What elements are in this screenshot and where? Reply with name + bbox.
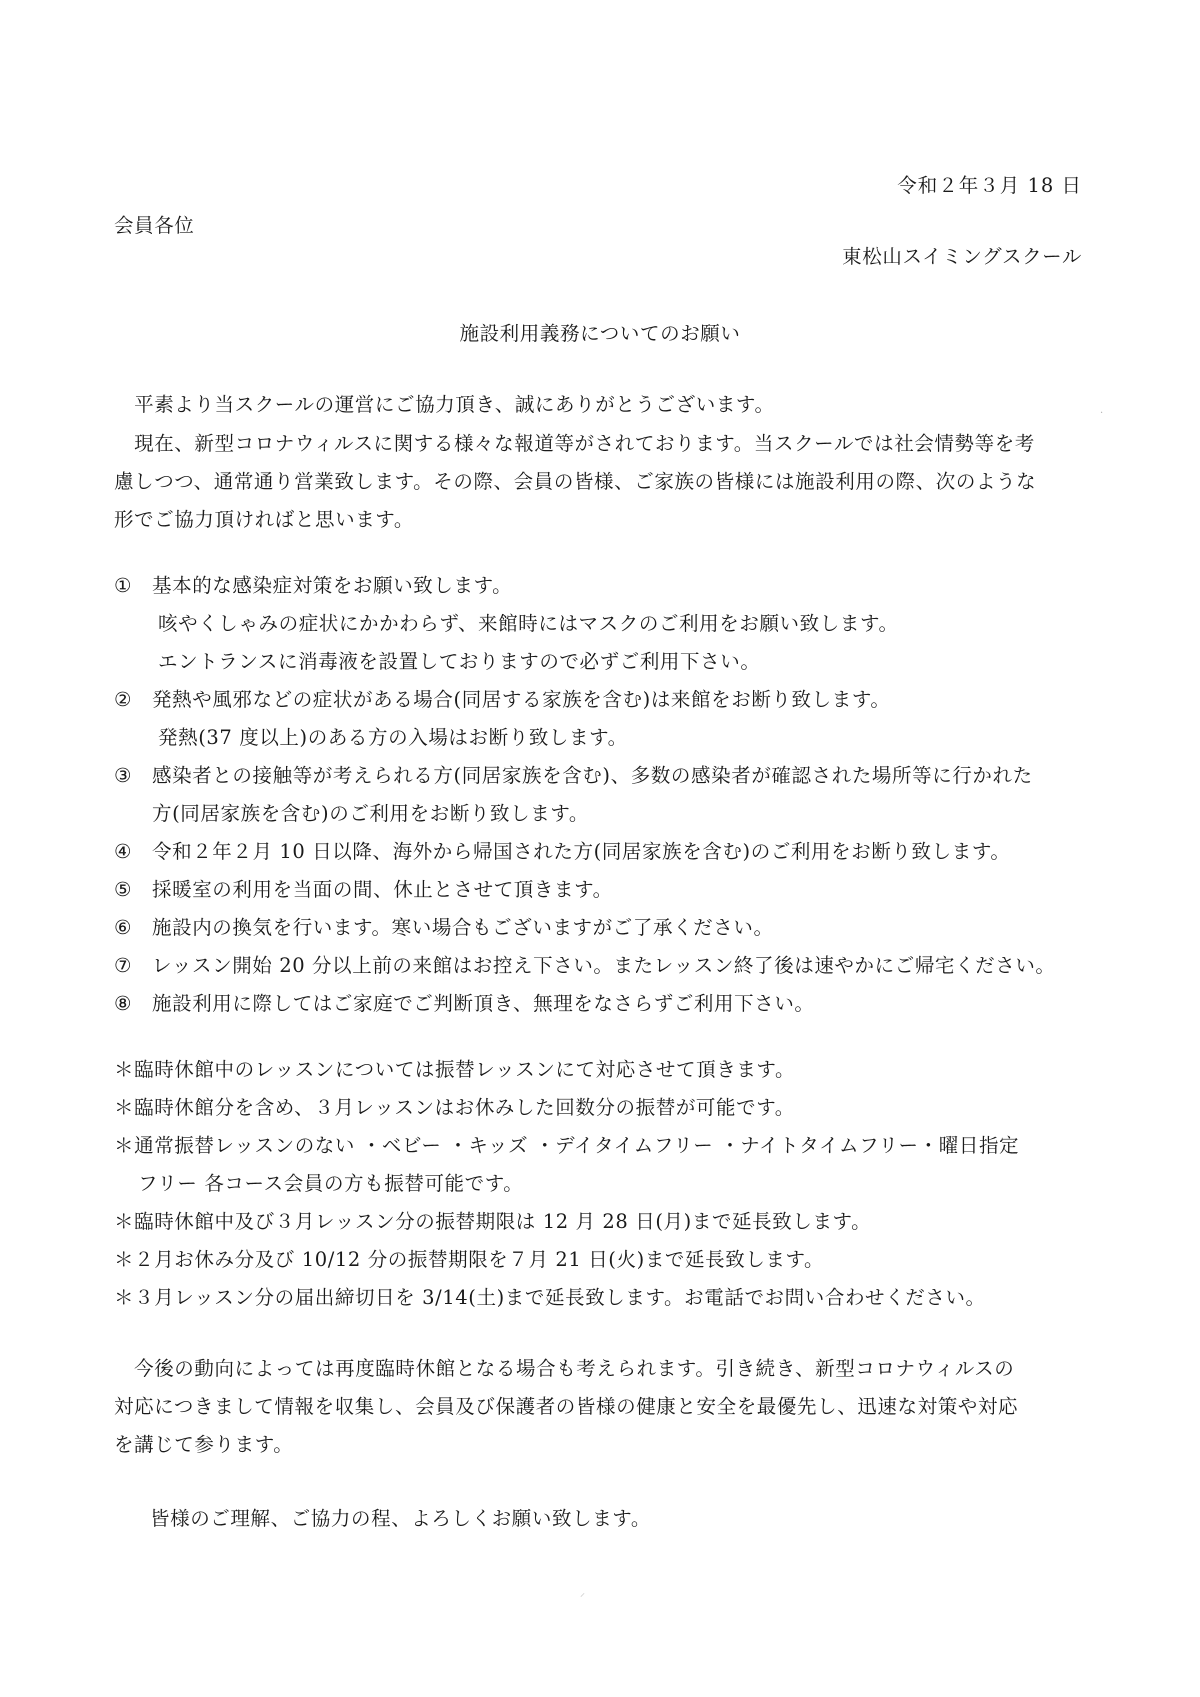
note-line: ＊臨時休館中のレッスンについては振替レッスンにて対応させて頂きます。 [114,1058,796,1081]
list-number: ④ [114,840,133,863]
list-item-text: 施設利用に際してはご家庭でご判断頂き、無理をなさらずご利用下さい。 [152,992,815,1015]
list-item-detail: エントランスに消毒液を設置しておりますので必ずご利用下さい。 [158,650,761,673]
list-item-text: 発熱や風邪などの症状がある場合(同居する家族を含む)は来館をお断り致します。 [152,688,891,711]
list-number: ⑤ [114,878,133,901]
list-item-text: 施設内の換気を行います。寒い場合もございますがご了承ください。 [152,916,774,939]
list-item-continuation: 方(同居家族を含む)のご利用をお断り致します。 [152,802,589,825]
list-item-text: 感染者との接触等が考えられる方(同居家族を含む)、多数の感染者が確認された場所等に行かれた [152,764,1033,787]
scan-speck: ⸝ [580,1588,585,1599]
list-item-text: レッスン開始 20 分以上前の来館はお控え下さい。またレッスン終了後は速やかにご帰宅ください。 [152,954,1056,977]
note-line: ＊臨時休館中及び３月レッスン分の振替期限は 12 月 28 日(月)まで延長致します。 [114,1210,872,1233]
closing-greeting: 皆様のご理解、ご協力の程、よろしくお願い致します。 [150,1507,651,1530]
note-line: ＊通常振替レッスンのない ・ベビー ・キッズ ・デイタイムフリー ・ナイトタイムフリー・曜日指定 [114,1134,1020,1157]
document-title: 施設利用義務についてのお願い [459,322,741,345]
list-item-text: 令和２年２月 10 日以降、海外から帰国された方(同居家族を含む)のご利用をお断り致します。 [152,840,1011,863]
sender-name: 東松山スイミングスクール [842,245,1082,268]
addressee: 会員各位 [114,214,195,237]
note-line: ＊２月お休み分及び 10/12 分の振替期限を７月 21 日(火)まで延長致します。 [114,1248,825,1271]
intro-line: 現在、新型コロナウィルスに関する様々な報道等がされております。当スクールでは社会情勢等を考 [114,432,1035,455]
intro-line: 形でご協力頂ければと思います。 [114,508,414,531]
list-item-detail: 咳やくしゃみの症状にかかわらず、来館時にはマスクのご利用をお願い致します。 [158,612,899,635]
scan-speck: · [1100,408,1104,419]
list-number: ⑦ [114,954,133,977]
list-item-detail: 発熱(37 度以上)のある方の入場はお断り致します。 [158,726,628,749]
list-number: ⑥ [114,916,133,939]
closing-line: を講じて参ります。 [114,1433,294,1456]
note-line: ＊３月レッスン分の届出締切日を 3/14(土)まで延長致します。お電話でお問い合わせください。 [114,1286,986,1309]
list-number: ⑧ [114,992,133,1015]
closing-line: 今後の動向によっては再度臨時休館となる場合も考えられます。引き続き、新型コロナウィルスの [114,1357,1015,1380]
document-date: 令和２年３月 18 日 [897,174,1082,197]
list-number: ③ [114,764,133,787]
list-number: ② [114,688,133,711]
intro-line: 慮しつつ、通常通り営業致します。その際、会員の皆様、ご家族の皆様には施設利用の際、次のような [114,470,1037,493]
list-item-text: 採暖室の利用を当面の間、休止とさせて頂きます。 [152,878,613,901]
intro-line: 平素より当スクールの運営にご協力頂き、誠にありがとうございます。 [114,393,775,416]
list-number: ① [114,574,133,597]
note-line: ＊臨時休館分を含め、３月レッスンはお休みした回数分の振替が可能です。 [114,1096,795,1119]
closing-line: 対応につきまして情報を収集し、会員及び保護者の皆様の健康と安全を最優先し、迅速な対策や対応 [114,1395,1019,1418]
list-item-text: 基本的な感染症対策をお願い致します。 [152,574,513,597]
note-continuation: フリー 各コース会員の方も振替可能です。 [138,1172,524,1195]
